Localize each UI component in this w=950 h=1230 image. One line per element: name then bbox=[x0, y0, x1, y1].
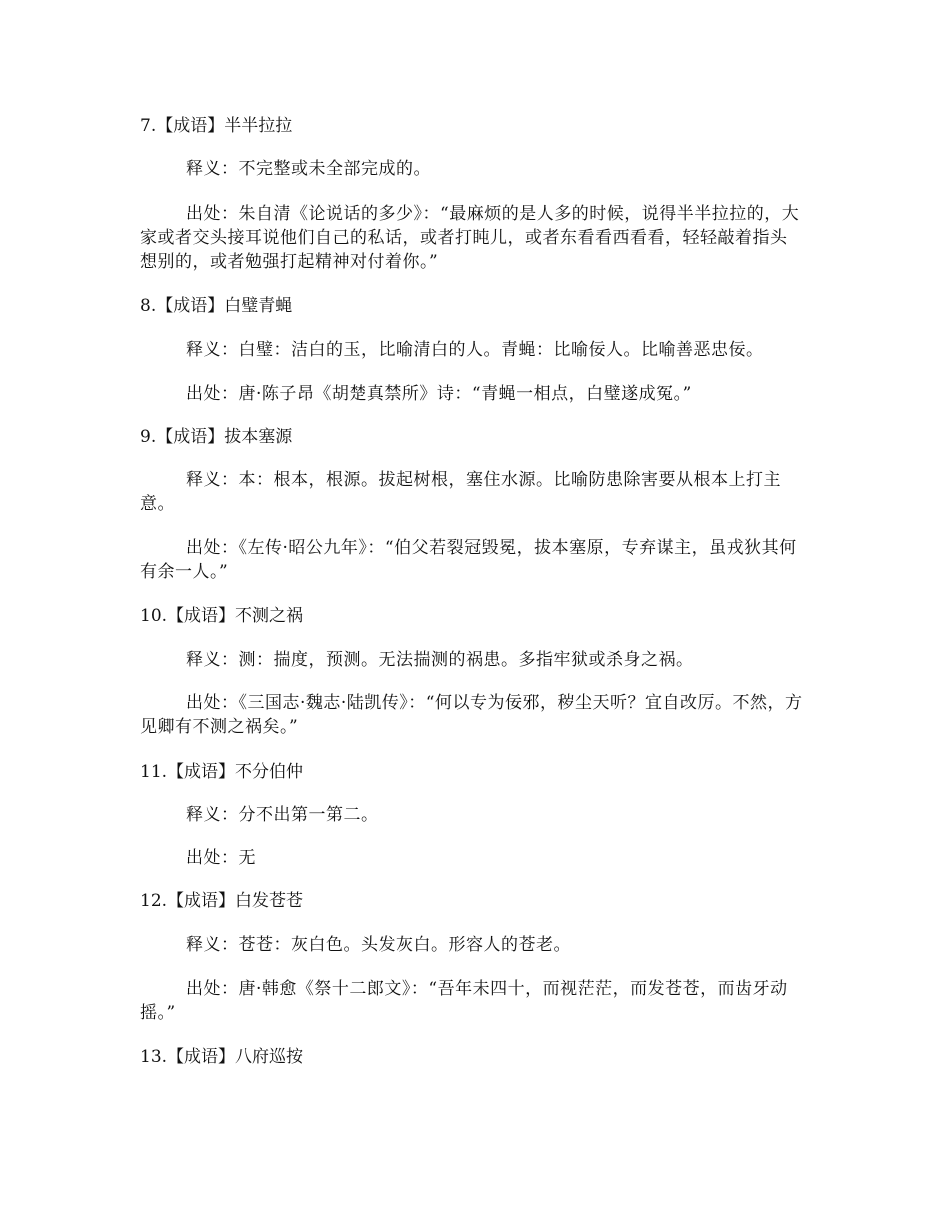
entry-title: 13.【成语】八府巡按 bbox=[140, 1047, 304, 1067]
entry-source: 出处：《左传·昭公九年》：“伯父若裂冠毁冕，拔本塞原，专弃谋主，虽戎狄其何有余一人。” bbox=[140, 538, 797, 582]
entry-source: 出处：唐·韩愈《祭十二郎文》：“吾年未四十，而视茫茫，而发苍苍，而齿牙动摇。” bbox=[140, 979, 788, 1023]
entry-meaning: 释义：白璧：洁白的玉，比喻清白的人。青蝇：比喻佞人。比喻善恶忠佞。 bbox=[186, 340, 764, 360]
entry-title: 7.【成语】半半拉拉 bbox=[140, 116, 293, 136]
entry-meaning: 释义：不完整或未全部完成的。 bbox=[186, 159, 431, 179]
entry-title: 12.【成语】白发苍苍 bbox=[140, 891, 304, 911]
entry-title: 11.【成语】不分伯仲 bbox=[140, 762, 304, 782]
entry-meaning: 释义：测：揣度，预测。无法揣测的祸患。多指牢狱或杀身之祸。 bbox=[186, 650, 694, 670]
entry-meaning: 释义：本：根本，根源。拔起树根，塞住水源。比喻防患除害要从根本上打主意。 bbox=[140, 470, 781, 514]
entry-meaning: 释义：分不出第一第二。 bbox=[186, 805, 379, 825]
entry-source: 出处：朱自清《论说话的多少》：“最麻烦的是人多的时候，说得半半拉拉的，大家或者交头接耳说他们自己的私话，或者打盹儿，或者东看看西看看，轻轻敲着指头想别的，或者勉强打起精神对付着你。” bbox=[140, 204, 800, 272]
entry-title: 8.【成语】白璧青蝇 bbox=[140, 296, 293, 316]
entry-title: 10.【成语】不测之祸 bbox=[140, 606, 304, 626]
entry-title: 9.【成语】拔本塞源 bbox=[140, 427, 293, 447]
entry-source: 出处：《三国志·魏志·陆凯传》：“何以专为佞邪，秽尘天听？宜自改厉。不然，方见卿有不测之祸矣。” bbox=[140, 693, 803, 737]
entry-source: 出处：无 bbox=[186, 848, 256, 868]
entry-meaning: 释义：苍苍：灰白色。头发灰白。形容人的苍老。 bbox=[186, 935, 571, 955]
entry-source: 出处：唐·陈子昂《胡楚真禁所》诗：“青蝇一相点，白璧遂成冤。” bbox=[186, 384, 692, 404]
